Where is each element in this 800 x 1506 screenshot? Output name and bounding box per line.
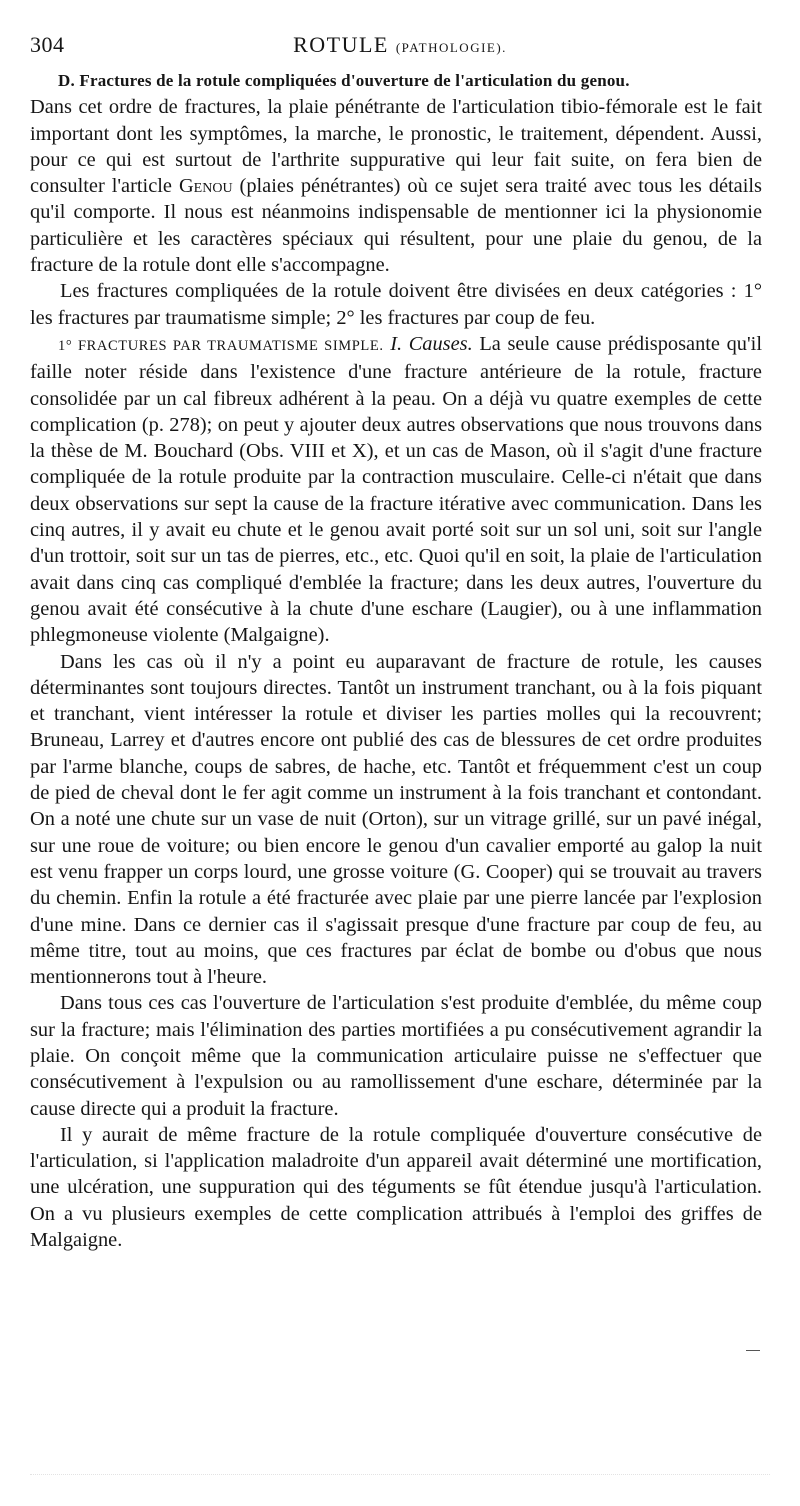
section-1-heading: 1° FRACTURES PAR TRAUMATISME SIMPLE. — [58, 337, 384, 354]
emblee-paragraph: Dans tous ces cas l'ouverture de l'articulation s'est produite d'emblée, du même coup sur la fracture; mais l'élimination des parties mortifiées a pu consécutivement agrandir la plaie. On conçoit même que la communication articulaire puisse ne s'effectuer que consécutivement à l'expulsion ou au ramollissement d'une eschare, déterminée par la cause directe qui a produit la fracture. — [30, 992, 762, 1120]
directes-paragraph: Dans les cas où il n'y a point eu auparavant de fracture de rotule, les causes déterminantes sont toujours directes. Tantôt un instrument tranchant, ou à la fois piquant et tranchant, vient intéresser la rotule et diviser les parties molles qui la recouvrent; Bruneau, Larrey et d'autres encore ont publié des cas de blessures de cet ordre produites par l'arme blanche, coups de sabres, de hache, etc. Tantôt et fréquemment c'est un coup de pied de cheval dont le fer agit comme un instrument à la fois tranchant et contondant. On a noté une chute sur un vase de nuit (Orton), sur un vitrage grillé, sur un pavé inégal, sur une roue de voiture; ou bien encore le genou d'un cavalier emporté au galop la nuit est venu frapper un corps lourd, une grosse voiture (G. Cooper) qui se trouvait au travers du chemin. Enfin la rotule a été fracturée avec plaie par une pierre lancée par l'explosion d'une mine. Dans ce dernier cas il s'agissait presque d'une fracture par coup de feu, au même titre, tout au moins, que ces fractures par éclat de bombe ou d'obus que nous mentionnerons tout à l'heure. — [30, 650, 762, 989]
section-1-paragraph — [30, 331, 762, 649]
page-number: 304 — [30, 32, 65, 57]
footer-scan-mark — [30, 1470, 770, 1475]
section-d-heading: D. Fractures de la rotule compliquées d'ouverture de l'articulation du genou. — [58, 71, 630, 90]
end-dash — [746, 1350, 760, 1351]
section-d-text: Dans cet ordre de fractures, la plaie pénétrante de l'articulation tibio-fémorale est le fait important dont les symptômes, la marche, le pronostic, le traitement, dépendent. Aussi, pour ce qui est surtout de l'arthrite suppurative qui leur fait suite, on fera bien de consulter l'article — [30, 96, 762, 198]
section-d-text-after: (plaies pénétrantes) où ce sujet sera traité avec tous les détails qu'il comporte. Il nous est néanmoins indispensable de mentionner ici la physionomie particulière et les caractères spéciaux qui résultent, pour une plaie du genou, de la fracture de la rotule dont elle s'accompagne. — [30, 175, 762, 277]
genou-reference: Genou — [178, 175, 233, 198]
running-title — [30, 30, 770, 63]
running-title-subtitle: (PATHOLOGIE). — [395, 40, 507, 55]
section-1-text: La seule cause prédisposante qu'il faille noter réside dans l'existence d'une fracture antérieure de la rotule, fracture consolidée par un cal fibreux adhérent à la peau. On a déjà vu quatre exemples de cette complication (p. 278); on peut y ajouter deux autres observations que nous trouvons dans la thèse de M. Bouchard (Obs. VIII et X), et un cas de Mason, où il s'agit d'une fracture compliquée de la rotule produite par la contraction musculaire. Celle-ci n'était que dans deux observations sur sept la cause de la fracture itérative avec communication. Dans les cinq autres, il y avait eu chute et le genou avait porté soit sur un sol uni, soit sur l'angle d'un trottoir, soit sur un tas de pierres, etc., etc. Quoi qu'il en soit, la plaie de l'articulation avait dans cinq cas compliqué d'emblée la fracture; dans les deux autres, l'ouverture du genou avait été consécutive à la chute d'une eschare (Laugier), ou à une inflammation phlegmoneuse violente (Malgaigne). — [30, 332, 762, 647]
categories-paragraph: Les fractures compliquées de la rotule doivent être divisées en deux catégories : 1° les fractures par traumatisme simple; 2° les fractures par coup de feu. — [30, 280, 762, 329]
section-d-paragraph — [30, 67, 762, 278]
appareil-paragraph: Il y aurait de même fracture de la rotule compliquée d'ouverture consécutive de l'articulation, si l'application maladroite d'un appareil avait déterminé une mortification, une ulcération, une suppuration qui des téguments se fût étendue jusqu'à l'articulation. On a vu plusieurs exemples de cette complication attribués à l'emploi des griffes de Malgaigne. — [30, 1123, 762, 1252]
causes-heading: I. Causes. — [390, 332, 473, 355]
running-header — [30, 30, 770, 60]
running-title-main: ROTULE — [293, 32, 389, 57]
page-body — [30, 67, 762, 1253]
